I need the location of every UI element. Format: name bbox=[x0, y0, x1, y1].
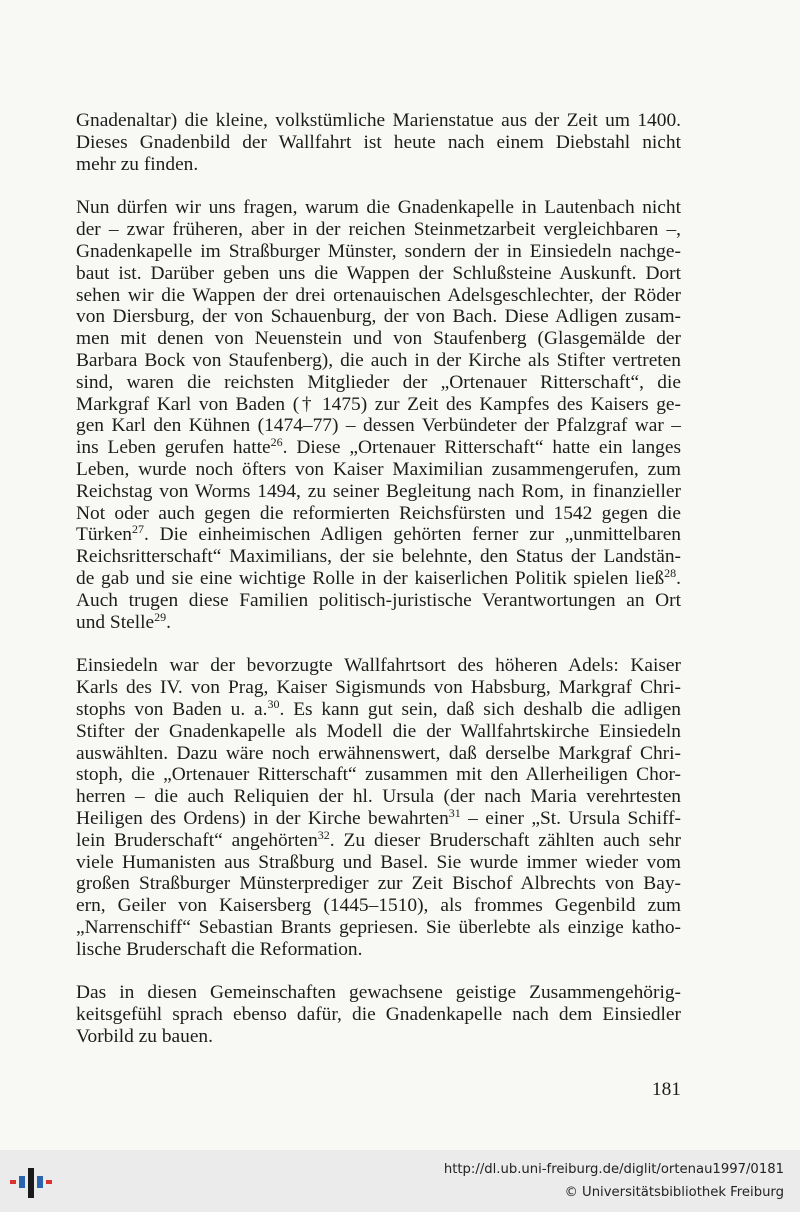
paragraph bbox=[76, 982, 681, 1047]
text-line bbox=[76, 306, 681, 328]
text-line bbox=[76, 241, 681, 263]
text-segment: mehr zu finden. bbox=[76, 153, 199, 175]
text-line bbox=[76, 328, 681, 350]
text-line bbox=[76, 197, 681, 219]
text-line bbox=[76, 263, 681, 285]
text-line bbox=[76, 677, 681, 699]
text-segment: baut ist. Darüber geben uns die Wappen der Schlußsteine Auskunft. Dort bbox=[76, 262, 681, 284]
text-segment: sind, waren die reichsten Mitglieder der „Ortenauer Ritterschaft“, die bbox=[76, 371, 681, 393]
text-line bbox=[76, 219, 681, 241]
text-line bbox=[76, 565, 681, 590]
text-line bbox=[76, 873, 681, 895]
text-segment: Türken bbox=[76, 524, 132, 546]
footnote-reference: 31 bbox=[448, 805, 461, 820]
text-segment: großen Straßburger Münsterprediger zur Zeit Bischof Albrechts von Bay- bbox=[76, 873, 681, 895]
text-segment: Einsiedeln war der bevorzugte Wallfahrtsort des höheren Adels: Kaiser bbox=[76, 655, 681, 677]
text-line bbox=[76, 394, 681, 416]
text-line bbox=[76, 827, 681, 852]
text-segment: . Diese „Ortenauer Ritterschaft“ hatte ein langes bbox=[282, 437, 681, 459]
text-segment: lein Bruderschaft“ angehörten bbox=[76, 829, 318, 851]
text-line bbox=[76, 917, 681, 939]
text-line bbox=[76, 590, 681, 612]
text-segment: herren – die auch Reliquien der hl. Ursula (der nach Maria verehrtesten bbox=[76, 786, 681, 808]
text-segment: Vorbild zu bauen. bbox=[76, 1026, 213, 1048]
text-segment: . bbox=[676, 567, 681, 589]
footnote-reference: 26 bbox=[270, 435, 283, 450]
text-segment: stophs von Baden u. a. bbox=[76, 698, 268, 720]
text-line bbox=[76, 852, 681, 874]
text-segment: men mit denen von Neuenstein und von Staufenberg (Glasgemälde der bbox=[76, 328, 681, 350]
text-segment: Heiligen des Ordens) in der Kirche bewahrten bbox=[76, 807, 449, 829]
text-segment: stoph, die „Ortenauer Ritterschaft“ zusammen mit den Allerheiligen Chor- bbox=[76, 764, 681, 786]
text-segment: Karls des IV. von Prag, Kaiser Sigismunds von Habsburg, Markgraf Chri- bbox=[76, 677, 681, 699]
text-line bbox=[76, 655, 681, 677]
text-segment: . Zu dieser Bruderschaft zählten auch sehr bbox=[329, 829, 681, 851]
text-segment: ern, Geiler von Kaisersberg (1445–1510), als frommes Gegenbild zum bbox=[76, 895, 681, 917]
text-segment: . Es kann gut sein, daß sich deshalb die adligen bbox=[279, 698, 682, 720]
text-segment: sehen wir die Wappen der drei ortenauischen Adelsgeschlechter, der Röder bbox=[76, 284, 681, 306]
text-segment: „Narrenschiff“ Sebastian Brants gepriesen. Sie überlebte als einzige katho- bbox=[76, 916, 681, 938]
text-segment: . Die einheimischen Adligen gehörten ferner zur „unmittelbaren bbox=[144, 524, 681, 546]
text-segment: viele Humanisten aus Straßburg und Basel. Sie wurde immer wieder vom bbox=[76, 851, 681, 873]
footer-bar bbox=[0, 1150, 800, 1212]
text-segment: Gnadenkapelle im Straßburger Münster, sondern der in Einsiedeln nachge- bbox=[76, 240, 681, 262]
text-line bbox=[76, 350, 681, 372]
text-segment: Dieses Gnadenbild der Wallfahrt ist heute nach einem Diebstahl nicht bbox=[76, 131, 681, 153]
text-line bbox=[76, 546, 681, 568]
text-line bbox=[76, 154, 681, 176]
footnote-reference: 29 bbox=[154, 609, 167, 624]
text-segment: Barbara Bock von Staufenberg), die auch in der Kirche als Stifter vertreten bbox=[76, 349, 681, 371]
text-segment: gen Karl den Kühnen (1474–77) – dessen Verbündeter der Pfalzgraf war – bbox=[76, 415, 681, 437]
text-segment: Markgraf Karl von Baden († 1475) zur Zeit des Kampfes des Kaisers ge- bbox=[76, 393, 681, 415]
text-segment: lische Bruderschaft die Reformation. bbox=[76, 938, 363, 960]
text-line bbox=[76, 524, 681, 546]
text-line bbox=[76, 437, 681, 459]
text-line bbox=[76, 895, 681, 917]
text-line bbox=[76, 743, 681, 765]
text-line bbox=[76, 786, 681, 808]
text-segment: Reichsritterschaft“ Maximilians, der sie belehnte, den Status der Landstän- bbox=[76, 546, 681, 568]
copyright-text: © Universitätsbibliothek Freiburg bbox=[564, 1185, 784, 1200]
text-line bbox=[76, 503, 681, 525]
text-segment: – einer „St. Ursula Schiff- bbox=[460, 807, 681, 829]
text-segment: von Diersburg, der von Schauenburg, der von Bach. Diese Adligen zusam- bbox=[76, 306, 681, 328]
text-segment: ins Leben gerufen hatte bbox=[76, 437, 271, 459]
text-segment: Gnadenaltar) die kleine, volkstümliche Marienstatue aus der Zeit um 1400. bbox=[76, 110, 681, 131]
text-segment: . bbox=[166, 611, 171, 633]
text-segment: Leben, wurde noch öfters von Kaiser Maximilian zusammengerufen, zum bbox=[76, 458, 681, 480]
text-line bbox=[76, 805, 681, 830]
paragraph bbox=[76, 110, 681, 175]
text-line bbox=[76, 939, 681, 961]
text-segment: Reichstag von Worms 1494, zu seiner Begleitung nach Rom, in finanzieller bbox=[76, 480, 681, 502]
text-segment: Auch trugen diese Familien politisch-juristische Verantwortungen an Ort bbox=[76, 589, 681, 611]
text-segment: Not oder auch gegen die reformierten Reichsfürsten und 1542 gegen die bbox=[76, 502, 681, 524]
text-line bbox=[76, 110, 681, 132]
text-segment: auswählten. Dazu wäre noch erwähnenswert, daß derselbe Markgraf Chri- bbox=[76, 742, 681, 764]
text-line bbox=[76, 285, 681, 307]
text-segment: Nun dürfen wir uns fragen, warum die Gnadenkapelle in Lautenbach nicht bbox=[76, 197, 681, 219]
text-line bbox=[76, 459, 681, 481]
text-line bbox=[76, 132, 681, 154]
ub-freiburg-logo-icon bbox=[10, 1162, 54, 1202]
page-number: 181 bbox=[651, 1079, 681, 1100]
footnote-reference: 32 bbox=[317, 827, 330, 842]
footnote-reference: 30 bbox=[267, 696, 280, 711]
paragraph bbox=[76, 655, 681, 960]
text-line bbox=[76, 721, 681, 743]
text-line bbox=[76, 372, 681, 394]
text-line bbox=[76, 982, 681, 1004]
body-text bbox=[76, 110, 681, 1070]
text-segment: keitsgefühl sprach ebenso dafür, die Gnadenkapelle nach dem Einsiedler bbox=[76, 1004, 681, 1026]
footnote-reference: 27 bbox=[132, 522, 144, 537]
text-line bbox=[76, 1026, 681, 1048]
text-line bbox=[76, 1004, 681, 1026]
text-segment: de gab und sie eine wichtige Rolle in der kaiserlichen Politik spielen ließ bbox=[76, 567, 665, 589]
text-segment: und Stelle bbox=[76, 611, 155, 633]
text-line bbox=[76, 415, 681, 437]
text-segment: Stifter der Gnadenkapelle als Modell die der Wallfahrtskirche Einsiedeln bbox=[76, 720, 681, 742]
paragraph bbox=[76, 197, 681, 633]
text-segment: der – zwar früheren, aber in der reichen Steinmetzarbeit vergleichbaren –, bbox=[76, 219, 681, 241]
source-url-link[interactable]: http://dl.ub.uni-freiburg.de/diglit/ortenau1997/0181 bbox=[443, 1162, 784, 1177]
text-line bbox=[76, 481, 681, 503]
text-line bbox=[76, 696, 682, 721]
text-line bbox=[76, 764, 681, 786]
text-segment: Das in diesen Gemeinschaften gewachsene geistige Zusammengehörig- bbox=[76, 982, 681, 1004]
text-line bbox=[76, 609, 681, 634]
footnote-reference: 28 bbox=[664, 565, 677, 580]
